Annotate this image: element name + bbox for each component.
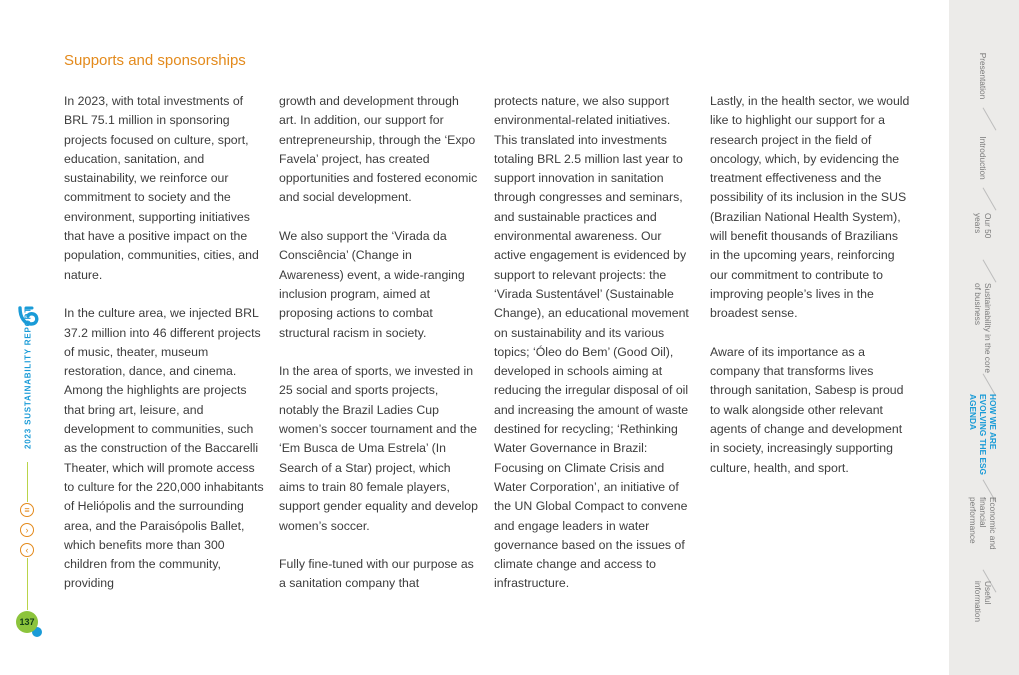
menu-icon[interactable]: ≡ [20,503,34,517]
nav-item-our-50-years[interactable]: Our 50 years [973,213,993,239]
paragraph: In the culture area, we injected BRL 37.2 million into 46 different projects of music, theater, museum restoration, dance, and cinema. Among the highlights are projects that bring art, leisure, and development to communities, such as the construction of the Baccarelli Theater, which will promote access to culture for the 220,000 inhabitants of Heliópolis and the surrounding area, and the Paraisópolis Ballet, which benefits more than 300 children from the community, providing [64,306,264,591]
rail-divider [27,558,28,610]
text-column-1 [64,92,264,613]
nav-divider [983,259,997,282]
chapter-sidebar [949,0,1019,675]
nav-item-introduction[interactable]: Introduction [978,136,988,180]
nav-divider [983,187,997,210]
text-column-4 [710,92,910,497]
paragraph: We also support the ‘Virada da Consciência’ (Change in Awareness) event, a wide-ranging inclusion program, aimed at proposing actions to combat structural racism in society. [279,229,465,340]
paragraph: Fully fine-tuned with our purpose as a sanitation company that [279,557,474,591]
text-column-3 [494,92,694,613]
paragraph: protects nature, we also support environmental-related initiatives. This translated into investments totaling BRL 2.5 million last year to support innovation in sanitation through congresses and seminars, and sustainable practices and environmental awareness. Our active engagement is evidenced by support to relevant projects: the ‘Virada Sustentável’ (Sustainable Change), an educational movement on sustainability and its various topics; ‘Óleo do Bem’ (Good Oil), developed in schools aiming at reducing the irregular disposal of oil and increasing the amount of waste destined for recycling; ‘Rethinking Water Governance in Brazil: Focusing on Climate Crisis and Water Corporation’, an initiative of the UN Global Compact to convene and engage leaders in water governance based on the issues of climate change and access to infrastructure. [494,94,689,591]
nav-divider [983,107,997,130]
report-label: 2023 SUSTAINABILITY REPORT [23,307,33,449]
paragraph: Lastly, in the health sector, we would like to highlight our support for a research project in the field of oncology, which, by evidencing the treatment effectiveness and the possibility of its inclusion in the SUS (Brazilian National Health System), will benefit thousands of Brazilians in the upcoming years, reinforcing our commitment to contribute to improving people’s lives in the broadest sense. [710,94,910,321]
page-number-badge: 137 [16,611,38,633]
paragraph: In 2023, with total investments of BRL 75.1 million in sponsoring projects focused on culture, sport, education, sanitation, and sustainability, we reinforce our commitment to society and the environment, supporting initiatives that have a positive impact on the population, communities, cities, and nature. [64,94,259,282]
nav-item-esg-agenda[interactable]: HOW WE ARE EVOLVING THE ESG AGENDA [968,394,998,475]
paragraph: In the area of sports, we invested in 25 social and sports projects, notably the Brazil Ladies Cup women’s soccer tournament and the ‘Em Busca de Uma Estrela’ (In Search of a Star) project, which aims to train 80 female players, support gender equality and develop women’s soccer. [279,364,478,533]
nav-item-sustainability[interactable]: Sustainability in the core of business [973,283,993,373]
nav-item-presentation[interactable]: Presentation [978,52,988,100]
page-title: Supports and sponsorships [64,52,246,69]
previous-page-icon[interactable]: ‹ [20,543,34,557]
nav-item-useful-information[interactable]: Useful information [973,581,993,623]
text-column-2 [279,92,479,613]
rail-divider [27,462,28,502]
next-page-icon[interactable]: › [20,523,34,537]
paragraph: Aware of its importance as a company that transforms lives through sanitation, Sabesp is proud to walk alongside other relevant agents of change and development in society, increasingly supporting culture, health, and sport. [710,344,904,475]
nav-item-economic-financial[interactable]: Economic and financial performance [968,497,998,550]
paragraph: growth and development through art. In addition, our support for entrepreneurship, through the ‘Expo Favela’ project, has created opportunities and fostered economic and social development. [279,94,478,205]
